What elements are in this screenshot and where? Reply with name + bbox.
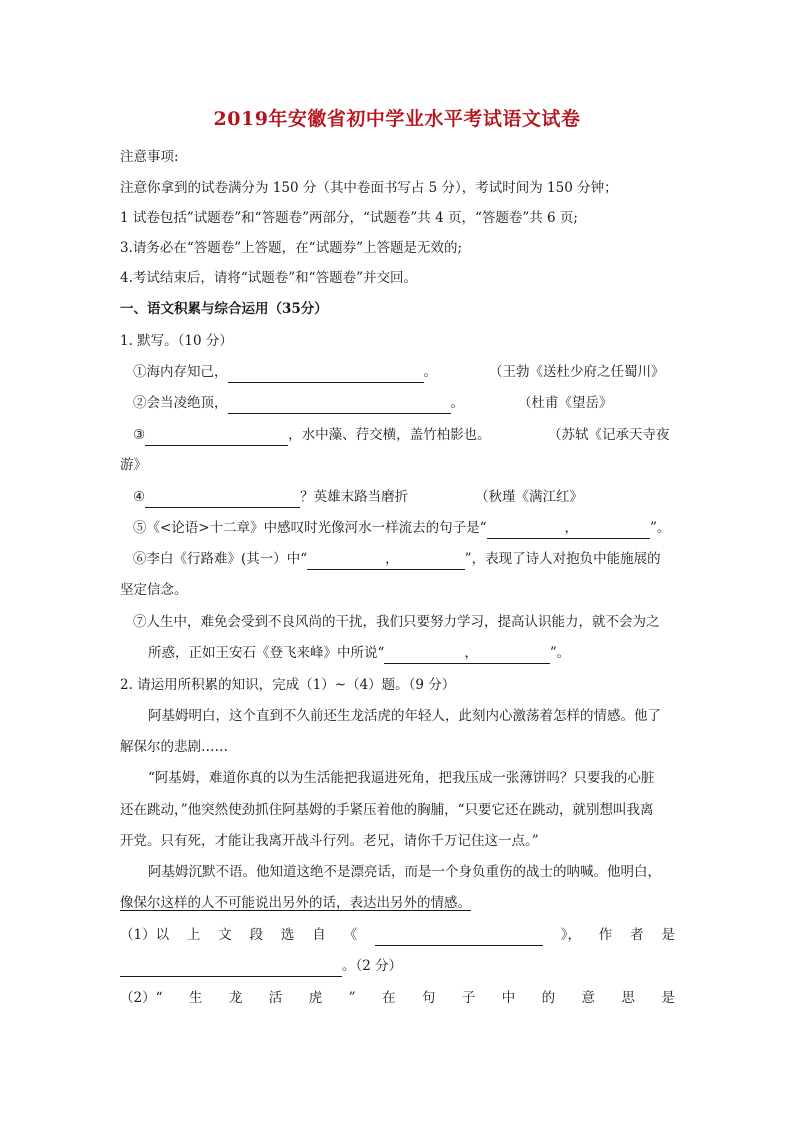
sq2-word-i: 子 [461,990,476,1006]
passage-paragraph-2-line-3: 开党。只有死，才能让我离开战斗行列。老兄，请你千万记住这一点。” [120,833,539,849]
q1-item-1-prefix: ①海内存知己， [133,364,228,380]
q1-item-6-suffix: ”，表现了诗人对抱负中能施展的 [464,551,661,567]
sq1-word-b: 上 [186,927,201,943]
q1-item-1-suffix: 。 [423,364,437,380]
q1-item-6-prefix: ⑥李白《行路难》(其一）中“ [133,551,308,567]
q1-item-5-separator: ， [565,518,579,539]
passage-paragraph-3-line-2 [120,893,471,913]
q1-item-4-answer-blank[interactable] [145,487,300,508]
sq2-word-a: （2）“ [120,990,163,1006]
q1-item-3-suffix: ，水中藻、荇交横，盖竹柏影也。 [288,427,491,443]
q1-item-5-answer-blank-b[interactable] [578,518,650,539]
q1-item-7-prefix: 所惑，正如王安石《登飞来峰》中所说“ [148,645,385,661]
sq2-word-h: 句 [421,990,436,1006]
sq2-word-g: 在 [381,990,396,1006]
q1-item-4-source: （秋瑾《满江红》 [475,489,583,505]
q1-item-1-source: （王勃《送杜少府之任蜀川》 [489,364,665,380]
sq2-word-l: 意 [581,990,596,1006]
sq2-word-c: 龙 [228,990,243,1006]
q1-item-2-source: （杜甫《望岳》 [518,395,613,411]
q1-item-5 [133,518,670,539]
page-title: 2019年安徽省初中学业水平考试语文试卷 [213,108,581,130]
sq2-word-m: 思 [621,990,635,1006]
notes-heading: 注意事项: [120,149,179,165]
sq1-word-c: 文 [218,927,232,943]
passage-paragraph-1-line-2: 解保尔的悲剧…… [120,739,228,755]
q1-item-2-answer-blank[interactable] [228,393,451,414]
q1-item-6 [133,549,661,570]
question-1-stem: 1. 默写。（10 分） [120,333,233,349]
passage-paragraph-2-line-2: 还在跳动，”他突然使劲抓住阿基姆的手紧压着他的胸脯，“只要它还在跳动，就别想叫我离 [120,802,654,818]
q1-item-4-suffix: ？英雄末路当磨折 [300,489,409,505]
notes-line-2: 1 试卷包括”试题卷”和“答题卷”两部分，“试题卷”共 4 页，“答题卷”共 6 页; [120,210,578,226]
q1-item-1-answer-blank[interactable] [228,362,424,383]
q1-item-2-suffix: 。 [450,395,464,411]
q1-item-5-suffix: ”。 [650,520,671,536]
q1-item-4 [133,487,408,508]
q1-item-4-prefix: ④ [133,489,146,505]
q1-item-1 [133,362,437,383]
q1-item-6-separator: ， [385,549,399,570]
passage-paragraph-3-line-1: 阿基姆沉默不语。他知道这绝不是漂亮话，而是一个身负重伤的战士的呐喊。他明白， [148,864,661,880]
sq1-book-title-blank[interactable] [375,925,543,946]
sq2-word-e: 虎 [308,990,323,1006]
q1-item-7-suffix: ”。 [549,645,571,661]
sq1-score: 。（2 分） [342,958,403,974]
q1-item-7-answer-blank-b[interactable] [478,643,550,664]
q1-item-6-answer-blank-b[interactable] [399,549,465,570]
sub-question-1-line-2 [120,956,402,977]
sq2-word-j: 中 [501,990,516,1006]
q1-item-7-answer-blank-a[interactable] [384,643,464,664]
sq2-word-n: 是 [661,990,675,1006]
sq1-word-d: 段 [249,927,264,943]
q1-item-3-prefix: ③ [133,427,146,443]
q1-item-6-answer-blank-a[interactable] [307,549,385,570]
passage-paragraph-1-line-1: 阿基姆明白，这个直到不久前还生龙活虎的年轻人，此刻内心激荡着怎样的情感。他了 [148,708,661,724]
sq1-word-g: 《 [343,927,358,943]
underlined-sentence: 像保尔这样的人不可能说出另外的话，表达出另外的情感。 [120,895,471,911]
q1-item-3-source: （苏轼《记承天寺夜 [548,427,670,443]
q1-item-3 [133,425,491,446]
q1-item-5-prefix: ⑤《<论语>十二章》中感叹时光像河水一样流去的句子是“ [133,520,487,536]
sq2-word-f: ” [348,990,356,1006]
notes-line-4: 4.考试结束后，请将“试题卷”和“答题卷”并交回。 [120,270,417,286]
q1-item-3-source-cont: 游》 [120,457,147,473]
section-1-heading: 一、语文积累与综合运用（35分） [120,301,328,317]
sq1-word-a: （1）以 [120,927,170,943]
notes-line-3: 3.请务必在“答题卷”上答题，在“试题券”上答题是无效的; [120,240,463,256]
q1-item-7-separator: ， [464,643,478,664]
q1-item-5-answer-blank-a[interactable] [487,518,565,539]
q1-item-2-prefix: ②会当凌绝顶， [133,395,228,411]
sub-question-1-line-1 [120,925,675,946]
sq2-word-d: 活 [268,990,283,1006]
sq2-word-k: 的 [541,990,556,1006]
sq1-word-k: 是 [661,927,675,943]
sq1-author-blank[interactable] [120,956,342,977]
q1-item-6-cont: 坚定信念。 [120,582,188,598]
q1-item-2 [133,393,464,414]
q1-item-3-answer-blank[interactable] [145,425,288,446]
sub-question-2-line-1 [120,988,675,1008]
sq1-word-f: 自 [312,927,326,943]
sq1-word-j: 者 [630,927,644,943]
question-2-stem: 2. 请运用所积累的知识，完成（1）~（4）题。（9 分） [120,677,456,693]
sq1-word-h: 》， [560,927,581,943]
q1-item-7-line-1: ⑦人生中，难免会受到不良风尚的干扰，我们只要努力学习，提高认识能力，就不会为之 [133,614,660,630]
q1-item-7-line-2 [148,643,570,664]
sq2-word-b: 生 [188,990,203,1006]
notes-line-1: 注意你拿到的试卷满分为 150 分（其中卷面书写占 5 分），考试时间为 150 分钟； [120,180,618,196]
sq1-word-e: 选 [280,927,295,943]
passage-paragraph-2-line-1: “阿基姆，难道你真的以为生活能把我逼进死角，把我压成一张薄饼吗？只要我的心脏 [148,770,655,786]
sq1-word-i: 作 [598,927,613,943]
